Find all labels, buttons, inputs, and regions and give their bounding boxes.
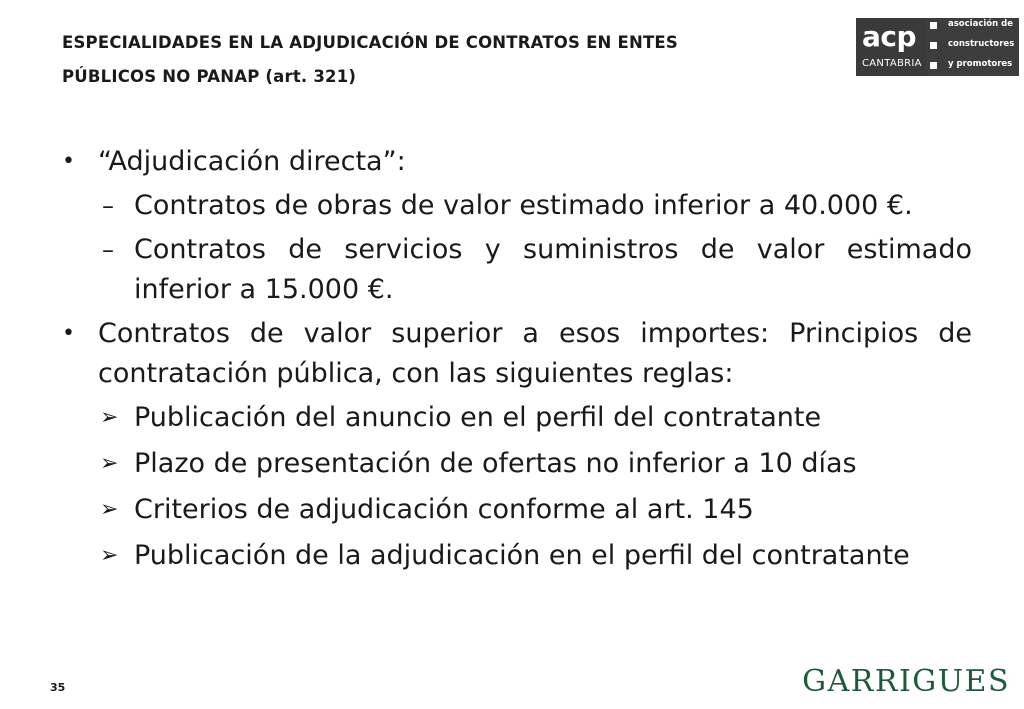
slide-title xyxy=(62,26,822,94)
acp-logo-acronym: acp xyxy=(862,20,917,53)
dash-icon: – xyxy=(102,192,114,220)
arrow-bullet-icon: ➢ xyxy=(100,497,119,522)
sub-item xyxy=(62,490,972,530)
acp-logo-line-2: constructores xyxy=(948,39,1015,49)
bullet-item xyxy=(62,142,972,182)
slide-body xyxy=(62,142,972,576)
bullet-text: “Adjudicación directa”: xyxy=(98,146,406,177)
logo-square-icon xyxy=(930,42,937,49)
sub-item-text: Plazo de presentación de ofertas no inferior a 10 días xyxy=(134,448,857,479)
arrow-bullet-icon: ➢ xyxy=(100,451,119,476)
acp-logo-region: CANTABRIA xyxy=(862,58,922,69)
logo-square-icon xyxy=(930,22,937,29)
slide-title-line-2: PÚBLICOS NO PANAP (art. 321) xyxy=(62,67,357,86)
sub-item xyxy=(62,536,972,576)
bullet-icon: • xyxy=(62,321,75,346)
sub-item xyxy=(62,398,972,438)
dash-icon: – xyxy=(102,236,114,264)
page-number: 35 xyxy=(50,681,66,694)
slide-title-line-1: ESPECIALIDADES EN LA ADJUDICACIÓN DE CONTRATOS EN ENTES xyxy=(62,33,678,52)
bullet-icon: • xyxy=(62,149,75,174)
arrow-bullet-icon: ➢ xyxy=(100,405,119,430)
garrigues-logo: GARRIGUES xyxy=(802,664,1010,699)
sub-item xyxy=(62,230,972,310)
acp-logo xyxy=(856,18,1019,76)
acp-logo-line-3: y promotores xyxy=(948,59,1013,69)
sub-item-text: Publicación de la adjudicación en el perfil del contratante xyxy=(134,540,910,571)
logo-square-icon xyxy=(930,62,937,69)
sub-item-text: Publicación del anuncio en el perfil del contratante xyxy=(134,402,822,433)
acp-logo-line-1: asociación de xyxy=(948,19,1013,29)
acp-logo-text xyxy=(948,18,1018,76)
arrow-bullet-icon: ➢ xyxy=(100,543,119,568)
bullet-item xyxy=(62,314,972,394)
acp-logo-block xyxy=(856,18,926,76)
sub-item xyxy=(62,186,972,226)
sub-item-text: Criterios de adjudicación conforme al art. 145 xyxy=(134,494,754,525)
sub-item xyxy=(62,444,972,484)
sub-item-text: Contratos de obras de valor estimado inferior a 40.000 €. xyxy=(134,190,913,221)
sub-item-text: Contratos de servicios y suministros de valor estimado inferior a 15.000 €. xyxy=(134,234,972,305)
bullet-text: Contratos de valor superior a esos importes: Principios de contratación pública, con las siguientes reglas: xyxy=(98,318,972,389)
